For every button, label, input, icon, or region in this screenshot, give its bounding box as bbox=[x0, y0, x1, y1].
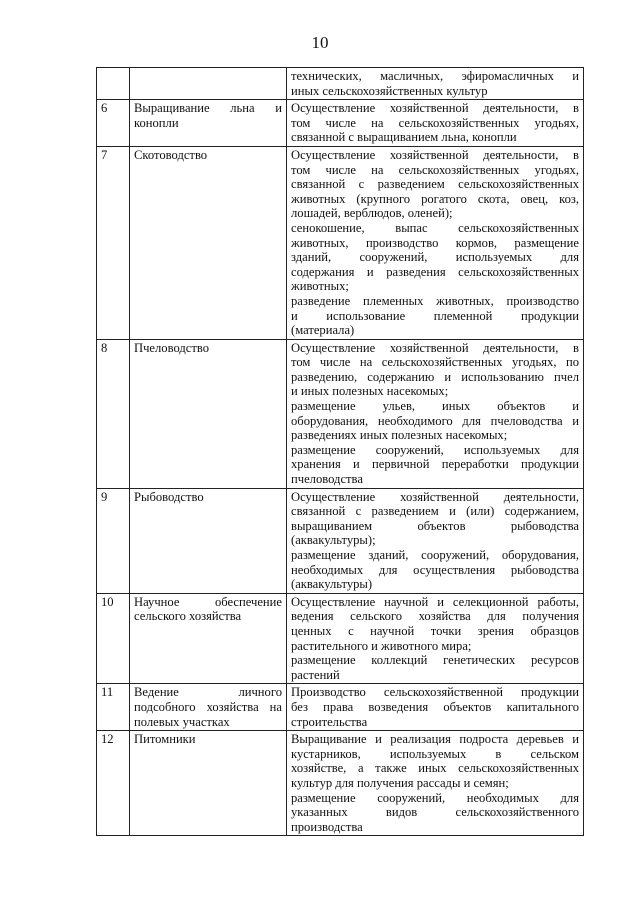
description-line: и использование племенной продукции bbox=[291, 308, 579, 323]
description-line: связанной с разведением сельскохозяйственных bbox=[291, 177, 579, 192]
description-line: указанных видов сельскохозяйственного bbox=[291, 805, 579, 820]
description-line: иных сельскохозяйственных культур bbox=[291, 83, 488, 98]
row-name: Скотоводство bbox=[130, 146, 287, 339]
description-line: (аквакультуры); bbox=[291, 533, 376, 548]
description-line: Осуществление хозяйственной деятельности, в bbox=[291, 340, 579, 355]
description-line: размещение зданий, сооружений, оборудования, bbox=[291, 548, 579, 562]
row-name: Пчеловодство bbox=[130, 339, 287, 488]
row-name: Выращивание льна и конопли bbox=[130, 100, 287, 147]
description-line: растительного и животного мира; bbox=[291, 638, 472, 653]
land-use-table bbox=[96, 67, 584, 836]
description-line: Осуществление хозяйственной деятельности, в bbox=[291, 147, 579, 162]
description-line: ведения сельского хозяйства для получения bbox=[291, 609, 579, 624]
description-line: разведению, содержанию и использованию пчел bbox=[291, 369, 579, 384]
description-line: Осуществление хозяйственной деятельности, bbox=[291, 489, 579, 504]
row-number: 8 bbox=[97, 339, 130, 488]
description-line: выращиванием объектов рыбоводства bbox=[291, 518, 579, 533]
page-number: 10 bbox=[311, 33, 329, 52]
description-line: животных (крупного рогатого скота, овец, коз, bbox=[291, 191, 579, 206]
description-line: пчеловодства bbox=[291, 472, 363, 487]
description-line: производства bbox=[291, 819, 363, 834]
description-line: сенокошение, выпас сельскохозяйственных bbox=[291, 220, 579, 235]
description-line: связанной с разведением и (или) содержанием, bbox=[291, 504, 579, 519]
row-description bbox=[287, 488, 584, 593]
description-line: хранения и первичной переработки продукции bbox=[291, 457, 579, 472]
table-row bbox=[97, 68, 584, 100]
row-name bbox=[130, 68, 287, 100]
row-name: Научное обеспечение сельского хозяйства bbox=[130, 593, 287, 684]
description-line: строительства bbox=[291, 714, 368, 729]
table-row bbox=[97, 488, 584, 593]
table-row bbox=[97, 339, 584, 488]
table-row bbox=[97, 100, 584, 147]
description-line: том числе на сельскохозяйственных угодьях, по bbox=[291, 355, 579, 370]
description-line: животных; bbox=[291, 279, 349, 294]
description-line: растений bbox=[291, 667, 340, 682]
description-line: без права возведения объектов капитального bbox=[291, 699, 579, 714]
description-line: (аквакультуры) bbox=[291, 577, 373, 592]
row-number: 11 bbox=[97, 684, 130, 731]
description-line: том числе на сельскохозяйственных угодьях, bbox=[291, 115, 579, 130]
description-line: Осуществление хозяйственной деятельности, в bbox=[291, 101, 579, 116]
row-name: Питомники bbox=[130, 731, 287, 836]
description-line: и иных полезных насекомых; bbox=[291, 384, 449, 399]
description-line: разведение племенных животных, производство bbox=[291, 293, 579, 308]
row-number: 12 bbox=[97, 731, 130, 836]
table-row bbox=[97, 146, 584, 339]
row-description bbox=[287, 684, 584, 731]
row-number: 9 bbox=[97, 488, 130, 593]
description-line: культур для получения рассады и семян; bbox=[291, 775, 509, 790]
description-line: Производство сельскохозяйственной продукции bbox=[291, 685, 579, 700]
description-line: разведениях иных полезных насекомых; bbox=[291, 428, 508, 443]
description-line: животных, производство кормов, размещение bbox=[291, 235, 579, 250]
description-line: размещение ульев, иных объектов и bbox=[291, 399, 579, 414]
row-description bbox=[287, 593, 584, 684]
row-number: 10 bbox=[97, 593, 130, 684]
description-line: том числе на сельскохозяйственных угодьях, bbox=[291, 162, 579, 177]
description-line: размещение сооружений, необходимых для bbox=[291, 790, 579, 805]
description-line: размещение сооружений, используемых для bbox=[291, 442, 579, 457]
description-line: лошадей, верблюдов, оленей); bbox=[291, 206, 453, 221]
description-line: связанной с выращиванием льна, конопли bbox=[291, 130, 517, 145]
table-row bbox=[97, 684, 584, 731]
row-name: Ведение личного подсобного хозяйства на полевых участках bbox=[130, 684, 287, 731]
description-line: содержания и разведения сельскохозяйственных bbox=[291, 264, 579, 279]
description-line: ценных с научной точки зрения образцов bbox=[291, 623, 579, 638]
row-description bbox=[287, 100, 584, 147]
row-name: Рыбоводство bbox=[130, 488, 287, 593]
description-line: Осуществление научной и селекционной работы, bbox=[291, 594, 579, 609]
description-line: кустарников, используемых в сельском bbox=[291, 746, 579, 761]
description-line: размещение коллекций генетических ресурсов bbox=[291, 653, 579, 668]
row-description bbox=[287, 146, 584, 339]
row-description bbox=[287, 68, 584, 100]
table-row bbox=[97, 593, 584, 684]
description-line: технических, масличных, эфиромасличных и bbox=[291, 69, 579, 83]
description-line: необходимых для осуществления рыбоводства bbox=[291, 562, 579, 577]
row-number: 6 bbox=[97, 100, 130, 147]
row-description bbox=[287, 731, 584, 836]
row-number: 7 bbox=[97, 146, 130, 339]
row-number bbox=[97, 68, 130, 100]
description-line: Выращивание и реализация подроста деревьев и bbox=[291, 732, 579, 747]
description-line: хозяйстве, а также иных сельскохозяйственных bbox=[291, 761, 579, 776]
row-description bbox=[287, 339, 584, 488]
description-line: зданий, сооружений, используемых для bbox=[291, 250, 579, 265]
table-row bbox=[97, 731, 584, 836]
description-line: (материала) bbox=[291, 323, 355, 338]
description-line: оборудования, необходимого для пчеловодства и bbox=[291, 413, 579, 428]
